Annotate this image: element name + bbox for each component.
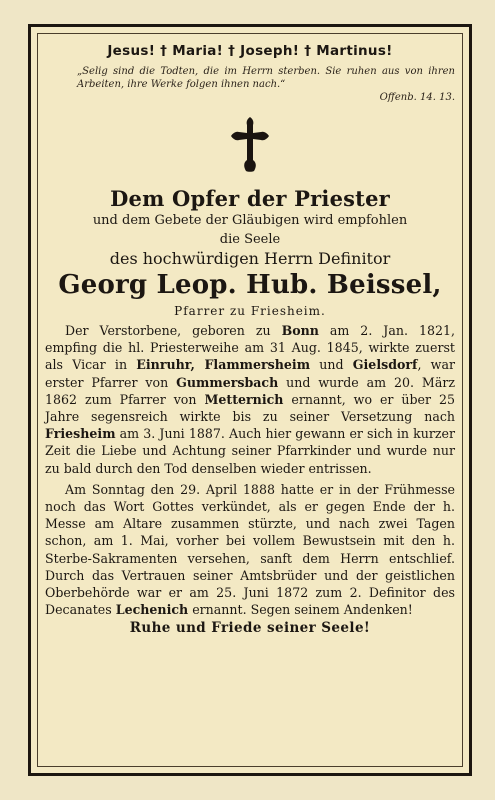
memorial-card — [28, 24, 472, 776]
deceased-role: Pfarrer zu Friesheim. — [174, 304, 326, 318]
place-friesheim: Friesheim — [45, 426, 116, 442]
scripture-quote — [77, 65, 455, 104]
cross-icon-wrap — [45, 116, 455, 174]
closing-blessing: Ruhe und Friede seiner Seele! — [129, 620, 371, 637]
biography-paragraph — [45, 322, 455, 477]
soul-line: die Seele — [219, 232, 281, 247]
bio-text: und — [310, 357, 353, 373]
scripture-quote-text: „Selig sind die Todten, die im Herrn sterben. Sie ruhen aus von ihren Arbeiten, ihre Werke folgen ihnen nach.“ — [77, 66, 455, 90]
subtitle-line: und dem Gebete der Gläubigen wird empfohlen — [92, 213, 408, 228]
title-heading: Dem Opfer der Priester — [110, 186, 390, 211]
bio-text: , war erster Pfarrer von — [45, 357, 455, 390]
death-text: ernannt. Segen seinem Andenken! — [188, 602, 413, 618]
death-text: Am Sonntag den 29. April 1888 hatte er in der Frühmesse noch das Wort Gottes verkündet, als er gegen Ende der h. Messe am Altare zusammen stürzte, und nach zwei Tagen schon, am 1. Mai, vorher bei vollem Bewustsein mit den h. Sterbe-Sakramenten versehen, sanft dem Herrn entschlief. Durch das Vertrauen seiner Amtsbrüder und der geistlichen Oberbehörde war er am 25. Juni 1872 zum 2. Definitor des Decanates — [45, 481, 455, 618]
bio-text: am 2. Jan. 1821, empfing die hl. Priesterweihe am 31 Aug. 1845, wirkte zuerst als Vicar in — [45, 323, 455, 373]
deceased-name: Georg Leop. Hub. Beissel, — [58, 270, 442, 300]
place-gummersbach: Gummersbach — [176, 374, 279, 390]
bio-text: und wurde am 20. März 1862 zum Pfarrer von — [45, 374, 455, 407]
card-content — [45, 41, 455, 636]
place-bonn: Bonn — [281, 323, 319, 338]
scripture-reference: Offenb. 14. 13. — [379, 92, 455, 103]
bio-text: am 3. Juni 1887. Auch hier gewann er sich in kurzer Zeit die Liebe und Achtung seiner Pfarrkinder und wurde nur zu bald durch den Tod denselben wieder entrissen. — [45, 426, 455, 476]
death-paragraph — [45, 481, 455, 619]
place-gielsdorf: Gielsdorf — [352, 357, 418, 373]
bio-text: Der Verstorbene, geboren zu — [65, 323, 282, 338]
place-metternich: Metternich — [204, 391, 284, 407]
latin-cross-icon — [230, 116, 270, 174]
honorific-line: des hochwürdigen Herrn Definitor — [109, 249, 391, 268]
place-lechenich: Lechenich — [115, 602, 189, 618]
invocation-line: Jesus! † Maria! † Joseph! † Martinus! — [107, 43, 393, 59]
bio-text: ernannt, wo er über 25 Jahre segensreich wirkte bis zu seiner Versetzung nach — [45, 391, 455, 425]
place-einruhr-flammersheim: Einruhr, Flammersheim — [136, 357, 311, 373]
